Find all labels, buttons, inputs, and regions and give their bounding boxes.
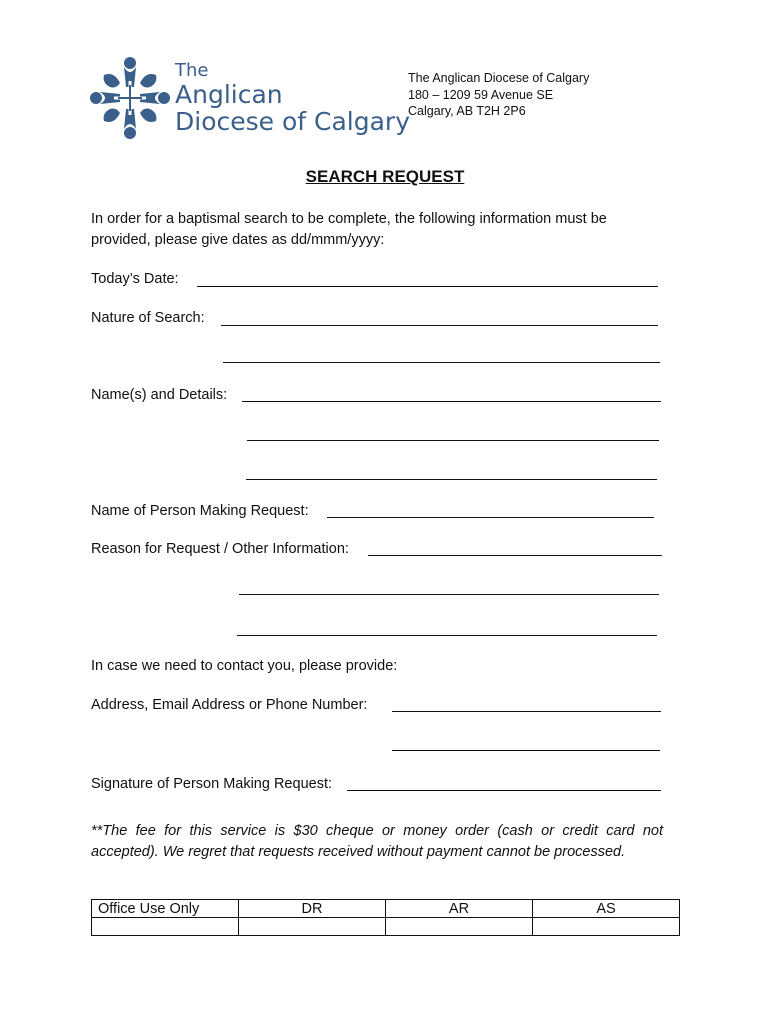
office-use-table (91, 899, 680, 936)
requester-name-label: Name of Person Making Request: (91, 503, 309, 519)
fee-note: **The fee for this service is $30 cheque or money order (cash or credit card not accepted). We regret that requests received without payment cannot be processed. (91, 823, 663, 860)
as-header: AS (533, 900, 680, 918)
logo-line-3: Diocese of Calgary (175, 107, 410, 136)
nature-of-search-field[interactable] (221, 325, 658, 326)
todays-date-field[interactable] (197, 286, 658, 287)
logo-wordmark (175, 61, 410, 135)
names-details-label: Name(s) and Details: (91, 387, 228, 403)
dr-header: DR (239, 900, 386, 918)
nature-of-search-field-2[interactable] (223, 362, 660, 363)
signature-field[interactable] (347, 790, 661, 791)
signature-label: Signature of Person Making Request: (91, 776, 332, 792)
page-title: SEARCH REQUEST (305, 167, 465, 186)
reason-label: Reason for Request / Other Information: (91, 541, 349, 557)
names-details-field-2[interactable] (247, 440, 659, 441)
office-use-header: Office Use Only (92, 900, 239, 918)
todays-date-label: Today’s Date: (91, 271, 179, 287)
requester-name-field[interactable] (327, 517, 654, 518)
nature-of-search-label: Nature of Search: (91, 310, 205, 326)
names-details-field[interactable] (242, 401, 661, 402)
diocese-address (408, 70, 589, 120)
dr-cell[interactable] (239, 918, 386, 936)
contact-field-2[interactable] (392, 750, 660, 751)
logo-line-1: The (175, 60, 209, 81)
diocese-logo-icon (90, 57, 170, 139)
table-row (92, 900, 680, 918)
intro-text: In order for a baptismal search to be complete, the following information must be provided, please give dates as dd/mmm/yyyy: (91, 211, 607, 248)
contact-field[interactable] (392, 711, 661, 712)
address-line-1: The Anglican Diocese of Calgary (408, 71, 590, 85)
address-line-2: 180 – 1209 59 Avenue SE (408, 87, 554, 102)
ar-header: AR (386, 900, 533, 918)
as-cell[interactable] (533, 918, 680, 936)
office-use-cell[interactable] (92, 918, 239, 936)
contact-intro-text: In case we need to contact you, please provide: (91, 658, 398, 674)
ar-cell[interactable] (386, 918, 533, 936)
address-line-3: Calgary, AB T2H 2P6 (408, 104, 526, 118)
reason-field-2[interactable] (239, 594, 659, 595)
names-details-field-3[interactable] (246, 479, 657, 480)
table-row (92, 918, 680, 936)
logo-line-2: Anglican (175, 80, 283, 109)
contact-label: Address, Email Address or Phone Number: (91, 697, 368, 713)
reason-field-3[interactable] (237, 635, 657, 636)
reason-field[interactable] (368, 555, 662, 556)
